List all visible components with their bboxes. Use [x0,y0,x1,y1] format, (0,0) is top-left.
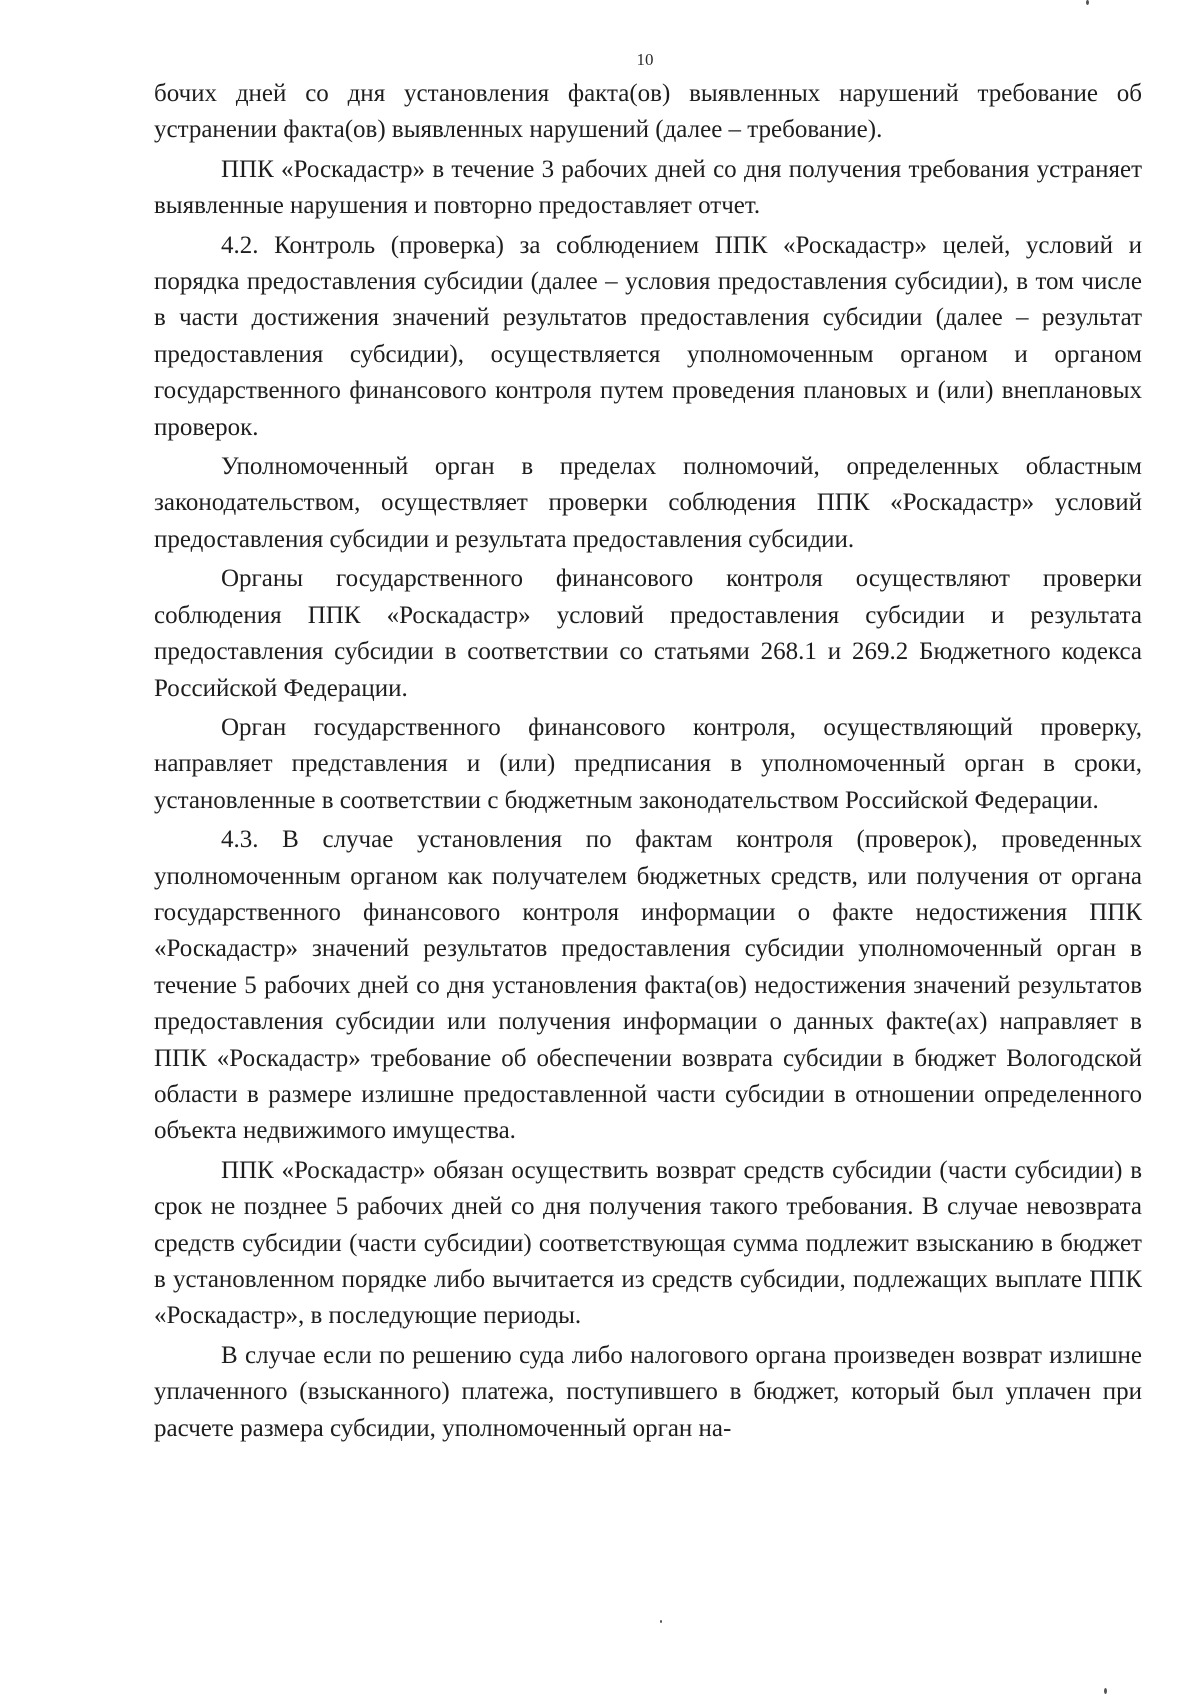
paragraph-clause-4-3: 4.3. В случае установления по фактам контроля (проверок), проведенных уполномоченным органом как получателем бюджетных средств, или получения от органа государственного финансового контроля информации о факте недостижения ППК «Роскадастр» значений результатов предоставления субсидии уполномоченный орган в течение 5 рабочих дней со дня установления факта(ов) недостижения значений результатов предоставления субсидии или получения информации о данных факте(ах) направляет в ППК «Роскадастр» требование об обеспечении возврата субсидии в бюджет Вологодской области в размере излишне предоставленной части субсидии в отношении определенного объекта недвижимого имущества. [154,826,1142,1145]
scan-speck [660,1620,662,1623]
document-body [154,76,1142,1447]
paragraph-clause-4-2: 4.2. Контроль (проверка) за соблюдением ППК «Роскадастр» целей, условий и порядка предоставления субсидии (далее – условия предоставления субсидии), в том числе в части достижения значений результатов предоставления субсидии (далее – результат предоставления субсидии), осуществляется уполномоченным органом и органом государственного финансового контроля путем проведения плановых и (или) внеплановых проверок. [154,231,1142,441]
scan-speck [1104,1688,1107,1694]
paragraph: В случае если по решению суда либо налогового органа произведен возврат излишне уплаченного (взысканного) платежа, поступившего в бюджет, который был уплачен при расчете размера субсидии, уполномоченный орган на- [154,1341,1142,1442]
paragraph: Уполномоченный орган в пределах полномочий, определенных областным законодательством, осуществляет проверки соблюдения ППК «Роскадастр» условий предоставления субсидии и результата предоставления субсидии. [154,453,1142,553]
paragraph: Органы государственного финансового контроля осуществляют проверки соблюдения ППК «Роскадастр» условий предоставления субсидии и результата предоставления субсидии в соответствии со статьями 268.1 и 269.2 Бюджетного кодекса Российской Федерации. [154,565,1142,702]
scan-speck [1086,0,1089,5]
paragraph: Орган государственного финансового контроля, осуществляющий проверку, направляет представления и (или) предписания в уполномоченный орган в сроки, установленные в соответствии с бюджетным законодательством Российской Федерации. [154,713,1142,814]
paragraph: ППК «Роскадастр» в течение 3 рабочих дней со дня получения требования устраняет выявленные нарушения и повторно предоставляет отчет. [154,155,1142,220]
page-number: 10 [636,50,654,69]
paragraph-continuation: бочих дней со дня установления факта(ов) выявленных нарушений требование об устранении факта(ов) выявленных нарушений (далее – требование). [154,80,1142,144]
paragraph: ППК «Роскадастр» обязан осуществить возврат средств субсидии (части субсидии) в срок не позднее 5 рабочих дней со дня получения такого требования. В случае невозврата средств субсидии (части субсидии) соответствующая сумма подлежит взысканию в бюджет в установленном порядке либо вычитается из средств субсидии, подлежащих выплате ППК «Роскадастр», в последующие периоды. [154,1156,1142,1330]
